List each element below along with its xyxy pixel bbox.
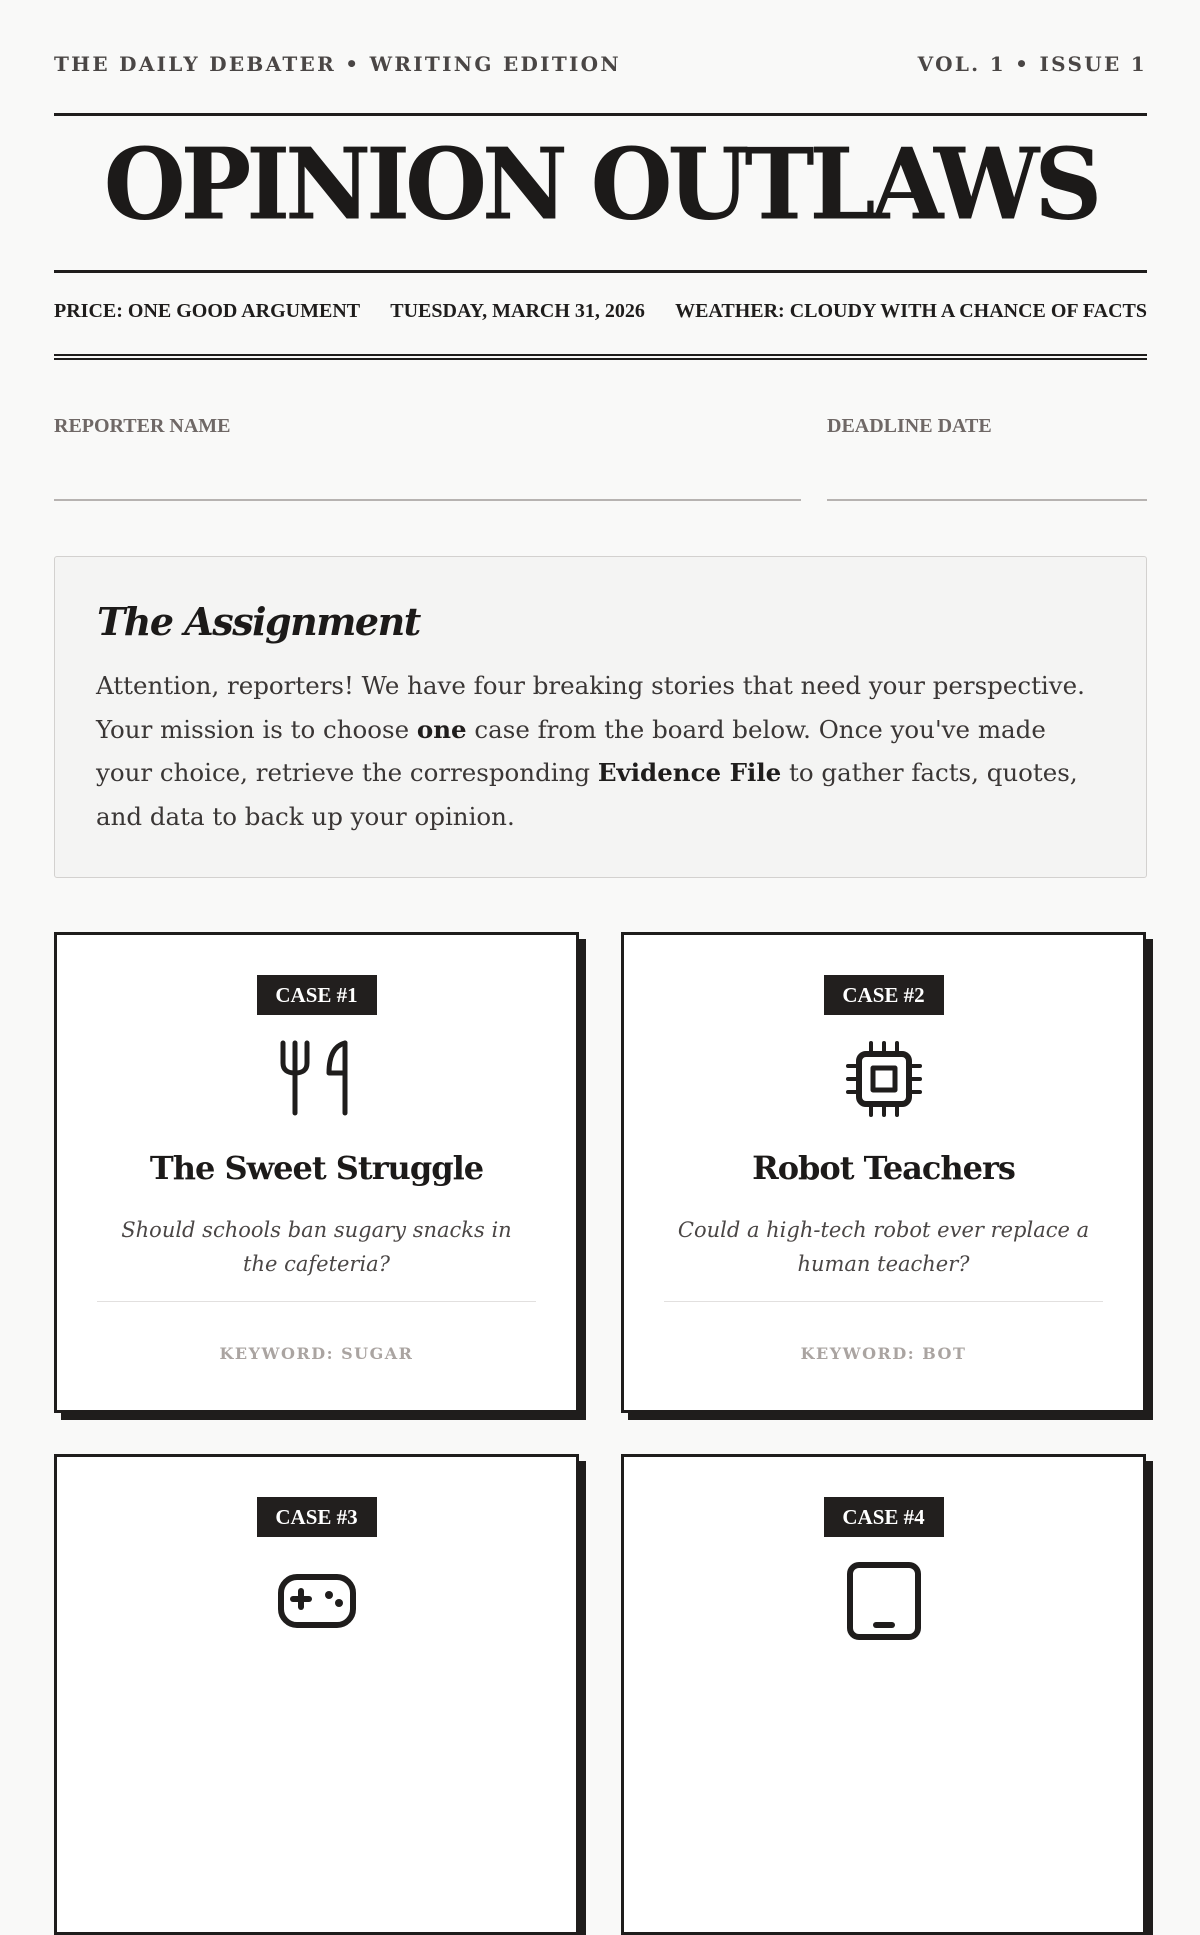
case-title: Robot Teachers [752,1149,1015,1187]
case-question: Could a high-tech robot ever replace a human teacher? [677,1218,1090,1276]
masthead-rule-bottom [54,270,1147,273]
info-bar [54,300,1147,323]
case-badge: CASE #2 [824,975,944,1015]
reporter-name-input[interactable] [54,448,801,501]
assignment-title: The Assignment [97,599,420,644]
tablet-icon [844,1561,924,1641]
assignment-box [54,556,1147,878]
assignment-text-part: to gather facts, quotes, and data to back up your opinion. [96,758,1078,831]
masthead-rule-top [54,113,1147,116]
weather-text: WEATHER: CLOUDY WITH A CHANCE OF FACTS [675,300,1147,322]
case-card-3[interactable] [54,1454,579,1935]
microchip-icon [844,1039,924,1119]
reporter-name-label: REPORTER NAME [54,415,231,437]
assignment-text [96,664,1106,838]
case-question: Should schools ban sugary snacks in the cafeteria? [121,1218,512,1276]
publication-name: THE DAILY DEBATER • WRITING EDITION [54,52,621,76]
price-text: PRICE: ONE GOOD ARGUMENT [54,300,361,322]
issue-number: VOL. 1 • ISSUE 1 [917,52,1147,76]
case-badge: CASE #3 [257,1497,377,1537]
case-divider [97,1301,536,1302]
date-text: TUESDAY, MARCH 31, 2026 [390,300,645,322]
deadline-date-input[interactable] [827,448,1147,501]
newspaper-page [54,0,1147,1600]
case-card-4[interactable] [621,1454,1146,1935]
paper-title: OPINION OUTLAWS [103,127,1098,243]
assignment-text-emphasis: one [416,714,467,744]
case-keyword: KEYWORD: SUGAR [219,1344,414,1363]
case-divider [664,1301,1103,1302]
info-bar-double-rule [54,354,1147,360]
deadline-date-label: DEADLINE DATE [827,415,992,437]
case-title: The Sweet Struggle [149,1149,484,1187]
case-badge: CASE #4 [824,1497,944,1537]
assignment-text-part: case from the board below. Once you've made your choice, retrieve the corresponding [96,714,1046,787]
case-badge: CASE #1 [257,975,377,1015]
case-card-1[interactable] [54,932,579,1413]
case-keyword: KEYWORD: BOT [800,1344,967,1363]
case-card-2[interactable] [621,932,1146,1413]
assignment-text-emphasis: Evidence File [597,758,782,787]
utensils-icon [277,1039,357,1119]
masthead-top-line [54,52,1147,76]
assignment-text-part: Attention, reporters! We have four breaking stories that need your perspective. Your mission is to choose [96,671,1085,744]
gamepad-icon [277,1561,357,1641]
